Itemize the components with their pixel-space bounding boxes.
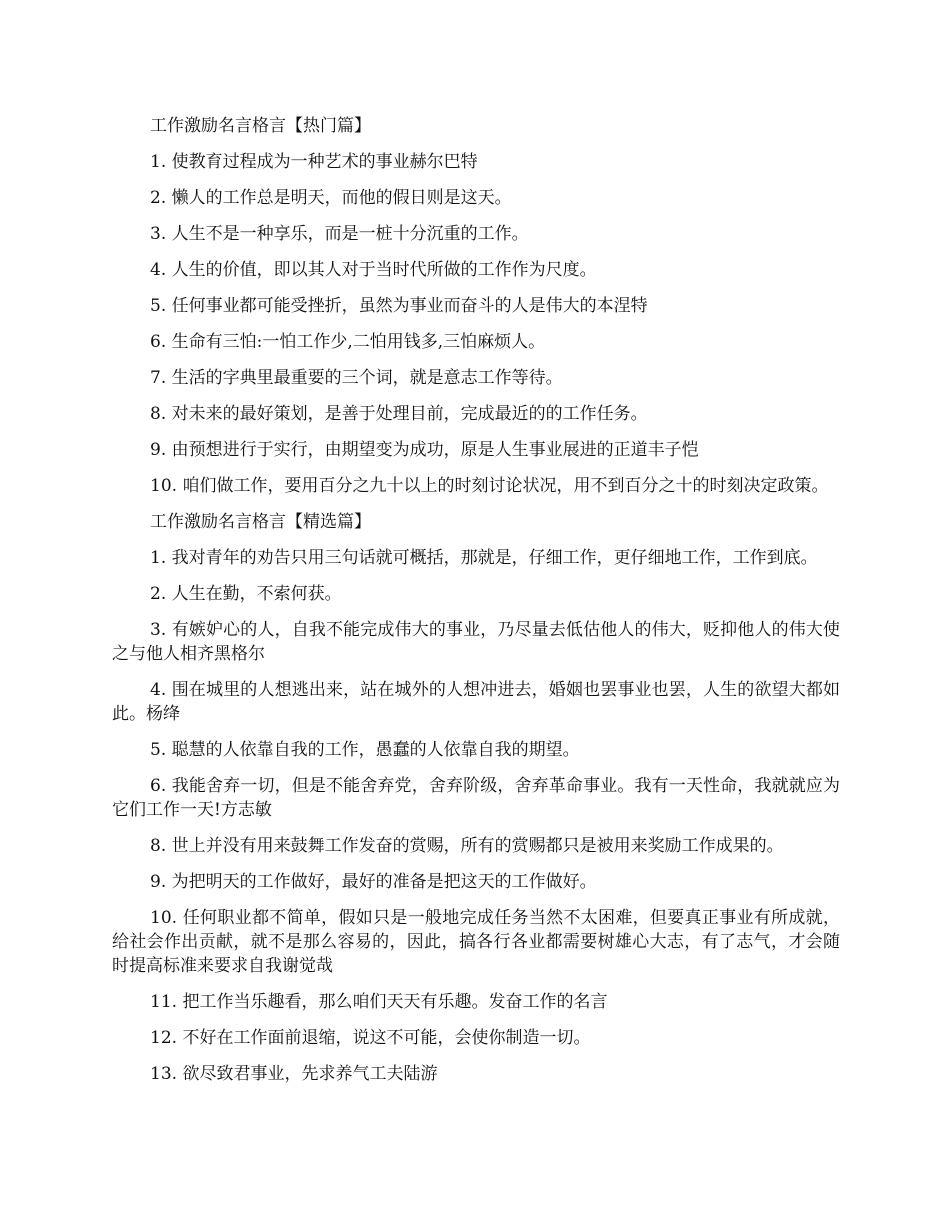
quote-item: 6. 生命有三怕:一怕工作少,二怕用钱多,三怕麻烦人。	[150, 332, 546, 352]
quote-item: 9. 为把明天的工作做好，最好的准备是把这天的工作做好。	[150, 872, 597, 892]
quote-item: 5. 任何事业都可能受挫折，虽然为事业而奋斗的人是伟大的本涅特	[150, 296, 648, 316]
section-heading-hot: 工作激励名言格言【热门篇】	[150, 116, 371, 136]
quote-item: 5. 聪慧的人依靠自我的工作，愚蠢的人依靠自我的期望。	[150, 740, 580, 760]
quote-item: 11. 把工作当乐趣看，那么咱们天天有乐趣。发奋工作的名言	[150, 992, 608, 1012]
quote-item: 7. 生活的字典里最重要的三个词，就是意志工作等待。	[150, 368, 563, 388]
quote-item: 10. 任何职业都不简单，假如只是一般地完成任务当然不太困难，但要真正事业有所成就，给社会作出贡献，就不是那么容易的，因此，搞各行各业都需要树雄心大志，有了志气，才会随时提高标准来要求自我谢觉哉	[112, 908, 840, 976]
document-body	[112, 114, 840, 1098]
quote-item: 13. 欲尽致君事业，先求养气工夫陆游	[150, 1064, 438, 1084]
quote-item: 2. 人生在勤，不索何获。	[150, 584, 342, 604]
quote-item: 8. 世上并没有用来鼓舞工作发奋的赏赐，所有的赏赐都只是被用来奖励工作成果的。	[150, 836, 784, 856]
quote-item: 3. 人生不是一种享乐，而是一桩十分沉重的工作。	[150, 224, 529, 244]
section-heading-selected: 工作激励名言格言【精选篇】	[150, 512, 371, 532]
quote-item: 6. 我能舍弃一切，但是不能舍弃党，舍弃阶级，舍弃革命事业。我有一天性命，我就就应为它们工作一天!方志敏	[112, 776, 840, 820]
quote-item: 12. 不好在工作面前退缩，说这不可能，会使你制造一切。	[150, 1028, 591, 1048]
quote-item: 4. 人生的价值，即以其人对于当时代所做的工作作为尺度。	[150, 260, 597, 280]
quote-item: 8. 对未来的最好策划，是善于处理目前，完成最近的的工作任务。	[150, 404, 648, 424]
quote-item: 3. 有嫉妒心的人，自我不能完成伟大的事业，乃尽量去低估他人的伟大，贬抑他人的伟大使之与他人相齐黑格尔	[112, 620, 840, 664]
quote-item: 1. 我对青年的劝告只用三句话就可概括，那就是，仔细工作，更仔细地工作，工作到底。	[150, 548, 818, 568]
quote-item: 10. 咱们做工作，要用百分之九十以上的时刻讨论状况，用不到百分之十的时刻决定政策。	[150, 476, 829, 496]
quote-item: 2. 懒人的工作总是明天，而他的假日则是这天。	[150, 188, 512, 208]
quote-item: 9. 由预想进行于实行，由期望变为成功，原是人生事业展进的正道丰子恺	[150, 440, 699, 460]
quote-item: 1. 使教育过程成为一种艺术的事业赫尔巴特	[150, 152, 478, 172]
quote-item: 4. 围在城里的人想逃出来，站在城外的人想冲进去，婚姻也罢事业也罢，人生的欲望大都如此。杨绛	[112, 680, 840, 724]
